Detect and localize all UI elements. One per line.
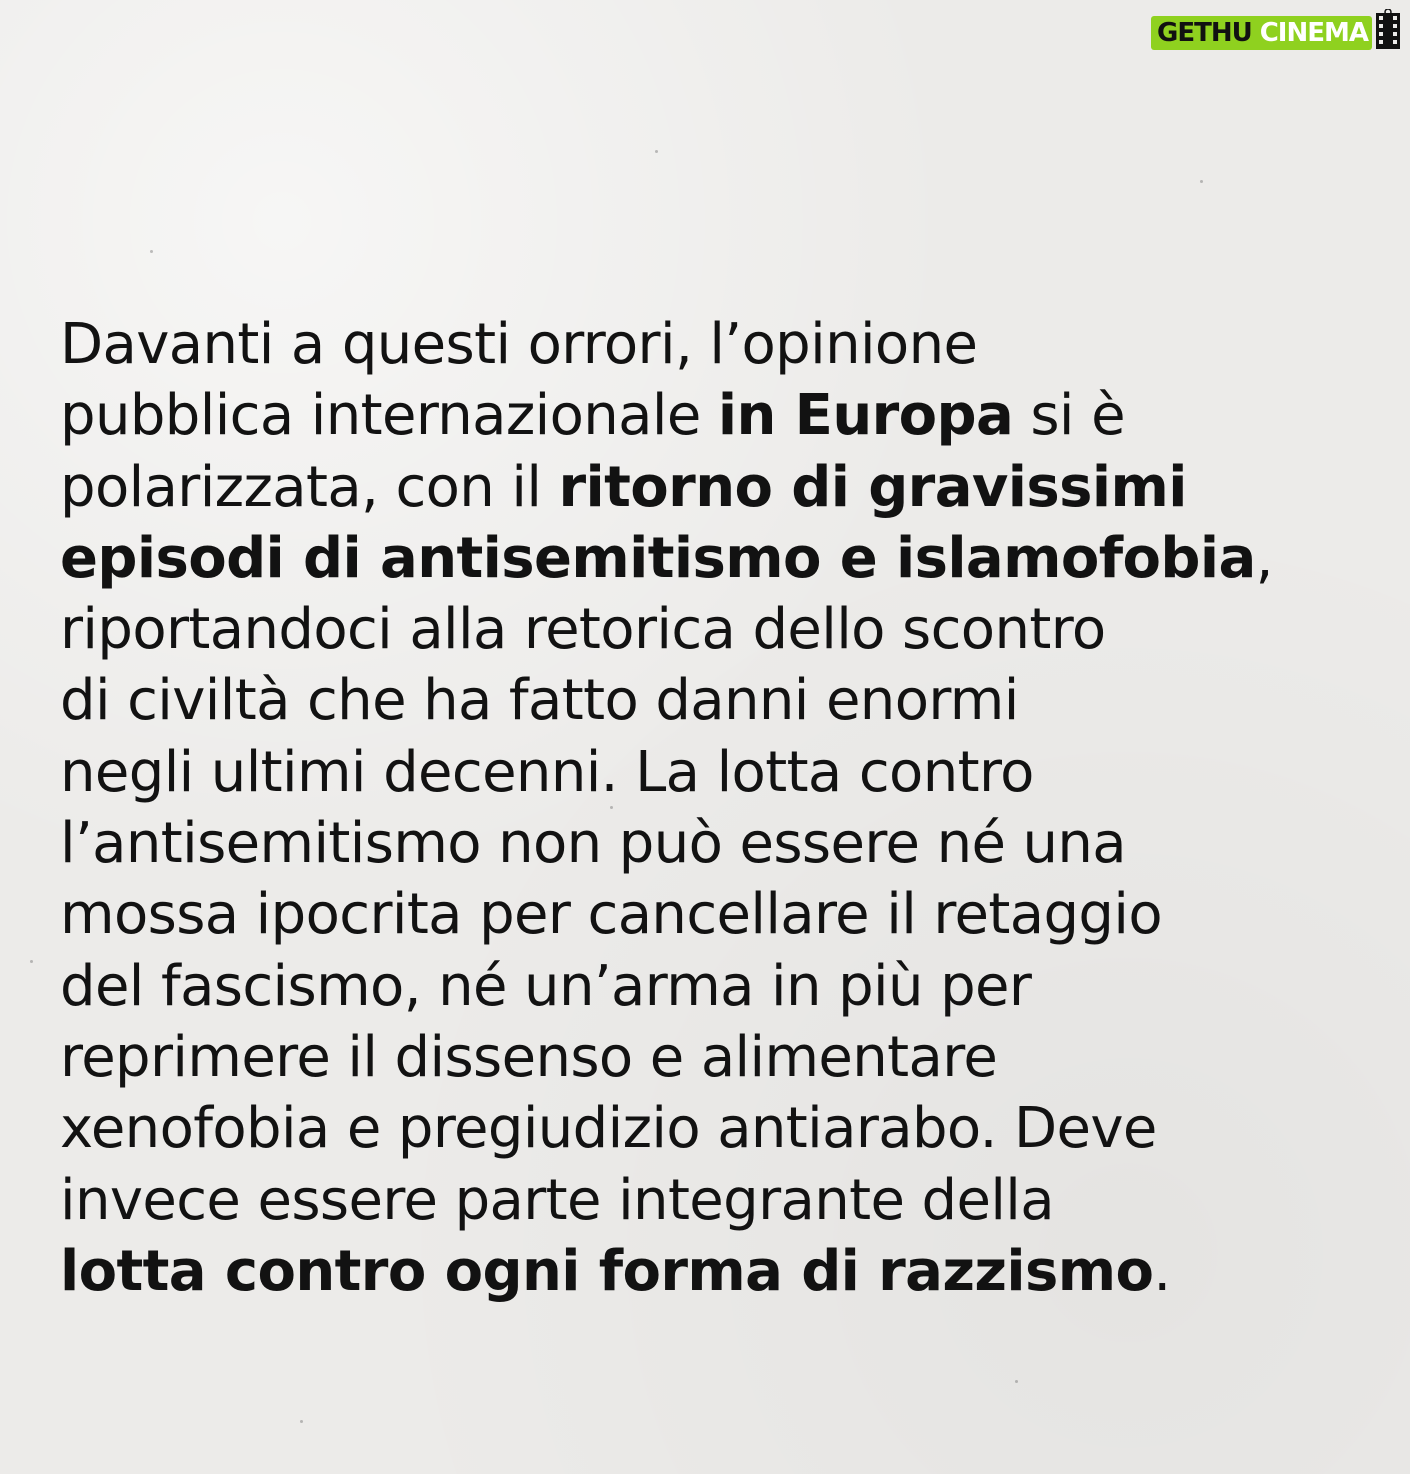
text-line-5 <box>60 594 1380 665</box>
film-strip-icon <box>1374 9 1402 51</box>
text-span: Davanti a questi orrori, l’opinione <box>60 312 978 377</box>
body-paragraph <box>60 309 1380 1307</box>
text-span: mossa ipocrita per cancellare il retaggio <box>60 882 1162 948</box>
text-span: , <box>1255 525 1273 591</box>
text-span: pubblica internazionale <box>60 383 718 449</box>
text-span: negli ultimi decenni. La lotta contro <box>60 739 1034 805</box>
text-line-9 <box>60 879 1380 950</box>
bold-text-span: in Europa <box>717 383 1014 449</box>
text-span: reprimere il dissenso e alimentare <box>60 1024 998 1090</box>
text-line-1 <box>60 309 1380 380</box>
paper-speck <box>1200 180 1203 183</box>
text-line-13 <box>60 1165 1380 1236</box>
paper-speck <box>150 250 153 253</box>
text-span: l’antisemitismo non può essere né una <box>60 811 1127 877</box>
bold-text-span: ritorno di gravissimi <box>558 454 1187 520</box>
paper-speck <box>1015 1380 1018 1383</box>
text-span: si è <box>1013 383 1125 449</box>
text-span: del fascismo, né un’arma in più per <box>60 953 1032 1019</box>
paper-speck <box>300 1420 303 1423</box>
text-line-8 <box>60 808 1380 879</box>
text-span: riportandoci alla retorica dello scontro <box>60 597 1106 663</box>
text-line-2 <box>60 380 1380 451</box>
text-line-11 <box>60 1022 1380 1093</box>
text-line-4 <box>60 523 1380 594</box>
text-line-12 <box>60 1093 1380 1164</box>
paper-speck <box>30 960 33 963</box>
text-line-3 <box>60 452 1380 523</box>
bold-text-span: lotta contro ogni forma di razzismo <box>60 1238 1154 1304</box>
bold-text-span: episodi di antisemitismo e islamofobia <box>60 525 1256 591</box>
paper-speck <box>655 150 658 153</box>
text-span: xenofobia e pregiudizio antiarabo. Deve <box>60 1096 1157 1162</box>
logo-wordmark <box>1151 16 1372 50</box>
logo-text-cinema: CINEMA <box>1258 16 1372 50</box>
text-span: invece essere parte integrante della <box>60 1167 1054 1233</box>
text-line-14 <box>60 1236 1380 1307</box>
logo-text-gethu: GETHU <box>1151 16 1258 50</box>
text-span: . <box>1153 1238 1171 1304</box>
gethu-cinema-logo <box>1151 8 1402 52</box>
text-span: polarizzata, con il <box>60 454 559 520</box>
text-line-10 <box>60 951 1380 1022</box>
text-span: di civiltà che ha fatto danni enormi <box>60 668 1019 734</box>
text-line-7 <box>60 737 1380 808</box>
text-line-6 <box>60 665 1380 736</box>
